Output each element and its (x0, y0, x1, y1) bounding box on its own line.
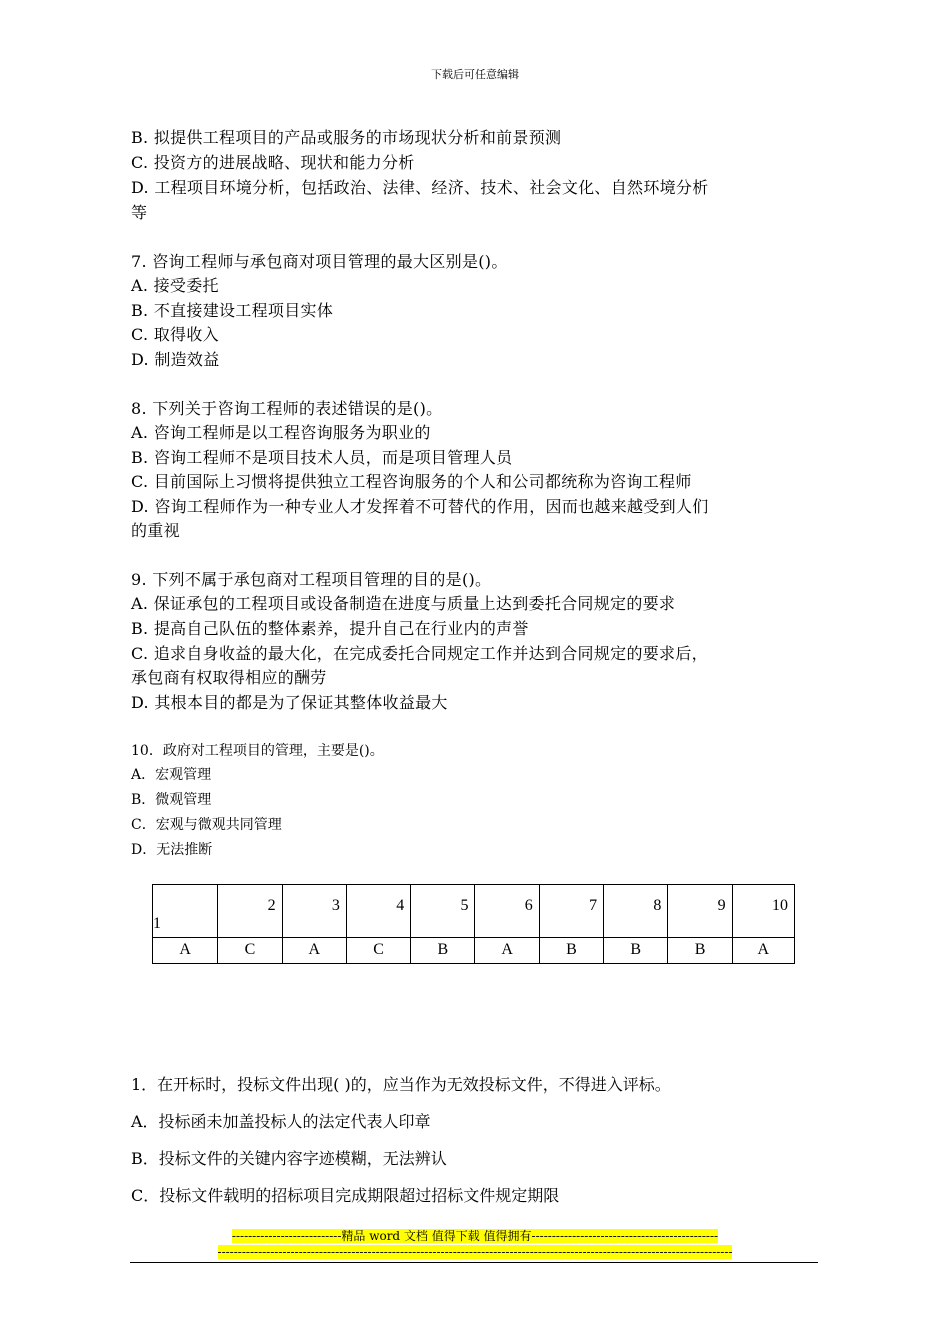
question-number-cell: 2 (218, 885, 282, 938)
option-line: D. 制造效益 (131, 350, 220, 369)
question-9: 9. 下列不属于承包商对工程项目管理的目的是()。 (131, 570, 492, 589)
option-line: D. 咨询工程师作为一种专业人才发挥着不可替代的作用，因而也越来越受到人们 (131, 497, 709, 516)
option-line: B．微观管理 (131, 792, 212, 808)
option-line: B. 提高自己队伍的整体素养，提升自己在行业内的声誉 (131, 619, 529, 638)
footer-dashes (0, 1244, 950, 1260)
option-line: 等 (131, 203, 148, 222)
option-line: C. 投资方的进展战略、现状和能力分析 (131, 153, 415, 172)
option-line: B. 不直接建设工程项目实体 (131, 301, 334, 320)
option-line: A．宏观管理 (131, 767, 212, 783)
answer-table-answer-row (153, 937, 795, 963)
option-line: C. 追求自身收益的最大化，在完成委托合同规定工作并达到合同规定的要求后， (131, 644, 708, 663)
option-line: C. 目前国际上习惯将提供独立工程咨询服务的个人和公司都统称为咨询工程师 (131, 472, 692, 491)
answer-cell: A (153, 937, 218, 963)
question-number-cell: 7 (539, 885, 603, 938)
question-number-cell: 8 (604, 885, 668, 938)
option-line: D. 其根本目的都是为了保证其整体收益最大 (131, 693, 448, 712)
page-header: 下载后可任意编辑 (431, 68, 519, 81)
question-number-cell: 3 (282, 885, 346, 938)
question-number-cell: 10 (732, 885, 794, 938)
answer-cell: C (346, 937, 410, 963)
answer-table-number-row (153, 885, 795, 938)
answer-cell: B (604, 937, 668, 963)
option-line: B. 拟提供工程项目的产品或服务的市场现状分析和前景预测 (131, 128, 562, 147)
answer-cell: B (411, 937, 475, 963)
option-line: D．无法推断 (131, 842, 213, 858)
footer-banner-text: ---------------------------精品 word 文档 值得下载 值得拥有---------------------------------------------- (231, 1229, 719, 1243)
option-line: B．投标文件的关键内容字迹模糊，无法辨认 (131, 1149, 447, 1168)
question-number-cell: 9 (668, 885, 732, 938)
answer-cell: C (218, 937, 282, 963)
answer-table (152, 884, 795, 964)
footer-banner (0, 1228, 950, 1244)
question-number-cell: 6 (475, 885, 539, 938)
option-line: A. 保证承包的工程项目或设备制造在进度与质量上达到委托合同规定的要求 (131, 594, 676, 613)
question-number-cell: 1 (153, 885, 218, 938)
answer-cell: A (732, 937, 794, 963)
footer-dashes-text: ------------------------------------------------------------------------------------------------------------------------------- (217, 1245, 733, 1259)
footer-divider (130, 1262, 818, 1263)
question-1: 1．在开标时，投标文件出现( )的，应当作为无效投标文件，不得进入评标。 (131, 1075, 671, 1094)
option-line: A. 咨询工程师是以工程咨询服务为职业的 (131, 423, 431, 442)
option-line: 承包商有权取得相应的酬劳 (131, 668, 327, 687)
answer-cell: B (539, 937, 603, 963)
answer-cell: A (475, 937, 539, 963)
question-7: 7. 咨询工程师与承包商对项目管理的最大区别是()。 (131, 252, 508, 271)
option-line: 的重视 (131, 521, 180, 540)
answer-cell: B (668, 937, 732, 963)
question-10: 10．政府对工程项目的管理，主要是()。 (131, 743, 384, 759)
option-line: C. 取得收入 (131, 325, 219, 344)
answer-cell: A (282, 937, 346, 963)
option-line: A. 接受委托 (131, 276, 219, 295)
option-line: C．投标文件载明的招标项目完成期限超过招标文件规定期限 (131, 1186, 560, 1205)
option-line: B. 咨询工程师不是项目技术人员，而是项目管理人员 (131, 448, 513, 467)
option-line: A．投标函未加盖投标人的法定代表人印章 (131, 1112, 431, 1131)
option-line: D. 工程项目环境分析，包括政治、法律、经济、技术、社会文化、自然环境分析 (131, 178, 709, 197)
question-number-cell: 4 (346, 885, 410, 938)
option-line: C．宏观与微观共同管理 (131, 817, 282, 833)
question-8: 8. 下列关于咨询工程师的表述错误的是()。 (131, 399, 443, 418)
question-number-cell: 5 (411, 885, 475, 938)
